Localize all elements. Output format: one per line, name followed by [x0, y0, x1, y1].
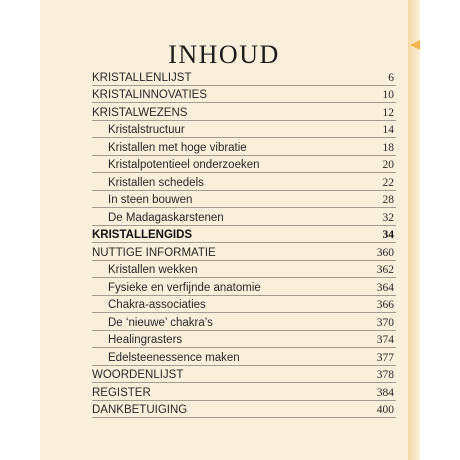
toc-entry-label: Fysieke en verfijnde anatomie: [108, 281, 261, 294]
toc-entry: [92, 156, 396, 174]
toc-entry-label: De ‘nieuwe’ chakra’s: [108, 316, 213, 329]
toc-entry-label: In steen bouwen: [108, 194, 193, 206]
toc-entry-page-number: 364: [376, 281, 394, 294]
book-page: [40, 0, 408, 460]
toc-entry-page-number: 377: [376, 351, 394, 364]
toc-entry-label: REGISTER: [92, 386, 151, 399]
toc-entry: [92, 366, 396, 384]
toc-entry: [92, 138, 396, 156]
toc-entry-page-number: 362: [376, 264, 394, 276]
toc-entry-page-number: 14: [382, 124, 394, 136]
toc-entry: [92, 296, 396, 314]
toc-entry-page-number: 32: [382, 211, 394, 224]
toc-entry: [92, 173, 396, 191]
toc-entry-page-number: 384: [376, 386, 394, 399]
toc-entry-page-number: 374: [376, 334, 394, 346]
toc-entry: [92, 348, 396, 366]
bookmark-tab: [410, 40, 420, 50]
toc-entry: [92, 331, 396, 349]
toc-entry-page-number: 20: [382, 159, 394, 171]
toc-entry-label: WOORDENLIJST: [92, 369, 184, 381]
toc-entry: [92, 401, 396, 419]
toc-entry-page-number: 34: [382, 229, 394, 241]
toc-entry-page-number: 22: [382, 176, 394, 189]
toc-entry-page-number: 18: [382, 141, 394, 154]
toc-entry: [92, 313, 396, 331]
toc-entry-label: Kristalstructuur: [108, 124, 185, 136]
toc-entry-label: DANKBETUIGING: [92, 404, 188, 416]
toc-entry-page-number: 10: [382, 89, 394, 101]
toc-entry-label: KRISTALLENLIJST: [92, 71, 192, 84]
toc-entry: [92, 121, 396, 139]
toc-entry-label: Edelsteenessence maken: [108, 351, 240, 364]
toc-entry-label: Kristallen schedels: [108, 176, 204, 189]
toc-entry-label: KRISTALWEZENS: [92, 106, 188, 119]
toc-entry-label: NUTTIGE INFORMATIE: [92, 246, 216, 259]
toc-entry-page-number: 360: [376, 246, 394, 259]
toc-entry: [92, 103, 396, 121]
toc-entry-page-number: 370: [376, 316, 394, 329]
toc-entry-page-number: 378: [376, 369, 394, 381]
toc-entry-label: De Madagaskarstenen: [108, 211, 224, 224]
toc-entry-label: Healingrasters: [108, 334, 183, 346]
table-of-contents: [92, 68, 396, 418]
page-edge: [408, 0, 420, 460]
toc-entry: [92, 191, 396, 209]
toc-entry-page-number: 366: [376, 299, 394, 311]
page-title: INHOUD: [168, 40, 280, 69]
toc-entry: [92, 383, 396, 401]
toc-entry: [92, 261, 396, 279]
toc-entry-label: KRISTALLENGIDS: [92, 229, 193, 241]
toc-entry-label: Kristalpotentieel onderzoeken: [108, 159, 260, 171]
toc-entry: [92, 68, 396, 86]
toc-entry: [92, 208, 396, 226]
toc-entry-label: Chakra-associaties: [108, 299, 206, 311]
toc-entry: [92, 226, 396, 244]
toc-entry-page-number: 400: [376, 404, 394, 416]
toc-entry-page-number: 28: [382, 194, 394, 206]
toc-entry-page-number: 12: [382, 106, 394, 119]
toc-entry: [92, 278, 396, 296]
toc-entry-label: KRISTALINNOVATIES: [92, 89, 208, 101]
toc-entry: [92, 243, 396, 261]
toc-entry-label: Kristallen met hoge vibratie: [108, 141, 247, 154]
toc-entry: [92, 86, 396, 104]
toc-entry-label: Kristallen wekken: [108, 264, 198, 276]
toc-entry-page-number: 6: [388, 71, 394, 84]
